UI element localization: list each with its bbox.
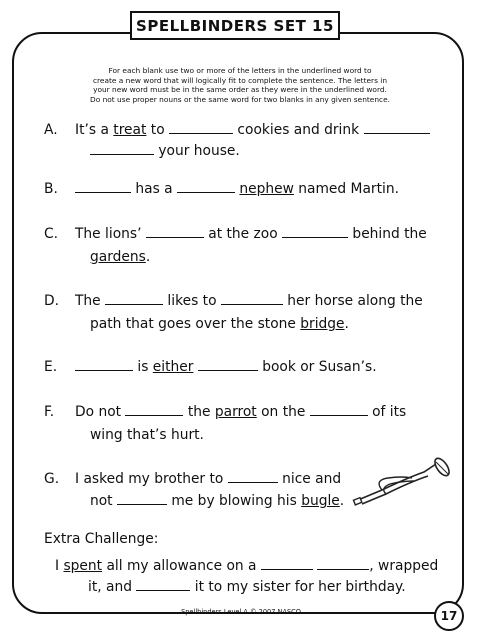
answer-blank[interactable] — [169, 119, 233, 134]
underlined-word: treat — [113, 122, 147, 138]
underlined-word: bugle — [301, 493, 340, 509]
question-letter: F. — [44, 404, 55, 420]
question-line — [75, 222, 427, 247]
answer-blank[interactable] — [317, 555, 369, 570]
answer-blank[interactable] — [228, 468, 278, 483]
question-text: it, and — [88, 579, 137, 595]
question-text: at the zoo — [203, 226, 283, 242]
question-text: on the — [256, 404, 310, 420]
answer-blank[interactable] — [75, 356, 133, 371]
question-text: . — [344, 316, 349, 332]
question-text: not — [90, 493, 117, 509]
question-line — [75, 177, 399, 202]
question-text: wing that’s hurt. — [90, 427, 204, 443]
answer-blank[interactable] — [125, 401, 183, 416]
question-text: nice and — [277, 471, 342, 487]
question-text: Do not — [75, 404, 126, 420]
question-text: behind the — [348, 226, 427, 242]
question-line — [90, 489, 344, 514]
question-text: path that goes over the stone — [90, 316, 301, 332]
extra-challenge-title: Extra Challenge: — [44, 531, 159, 547]
answer-blank[interactable] — [105, 290, 163, 305]
extra-challenge-line — [55, 555, 438, 574]
answer-blank[interactable] — [221, 290, 283, 305]
question-line — [90, 423, 204, 448]
question-letter: A. — [44, 122, 58, 138]
question-text: likes to — [163, 293, 221, 309]
instruction-line: For each blank use two or more of the letters in the underlined word to — [108, 66, 372, 75]
answer-blank[interactable] — [198, 356, 258, 371]
question-line — [90, 245, 150, 270]
answer-blank[interactable] — [364, 119, 430, 134]
question-letter: G. — [44, 471, 60, 487]
underlined-word: parrot — [214, 404, 257, 420]
underlined-word: either — [152, 359, 194, 375]
question-line — [90, 139, 240, 164]
question-text: , wrapped — [369, 558, 439, 574]
question-letter: D. — [44, 293, 60, 309]
question-text: it to my sister for her birthday. — [190, 579, 406, 595]
question-text: I — [55, 558, 64, 574]
instructions — [55, 66, 425, 104]
question-text: her horse along the — [282, 293, 423, 309]
extra-challenge-line — [88, 576, 406, 595]
underlined-word: nephew — [239, 181, 294, 197]
instruction-line: create a new word that will logically fit to complete the sentence. The letters in — [92, 75, 388, 85]
answer-blank[interactable] — [136, 576, 190, 591]
answer-blank[interactable] — [261, 555, 313, 570]
question-line — [75, 289, 423, 314]
question-text: book or Susan’s. — [257, 359, 377, 375]
answer-blank[interactable] — [310, 401, 368, 416]
answer-blank[interactable] — [117, 490, 167, 505]
question-text: . — [339, 493, 345, 509]
question-text: The — [75, 293, 106, 309]
bugle-icon — [352, 452, 452, 512]
underlined-word: spent — [63, 558, 103, 574]
answer-blank[interactable] — [282, 223, 348, 238]
answer-blank[interactable] — [146, 223, 204, 238]
question-text: your house. — [154, 143, 240, 159]
question-line — [75, 355, 377, 380]
answer-blank[interactable] — [177, 178, 235, 193]
question-text: The lions’ — [75, 226, 146, 242]
question-text: It’s a — [75, 122, 114, 138]
answer-blank[interactable] — [75, 178, 131, 193]
question-letter: B. — [44, 181, 58, 197]
instruction-line: your new word must be in the same order as they were in the underlined word. — [93, 85, 387, 95]
question-text: I asked my brother to — [75, 471, 228, 487]
question-line — [90, 312, 349, 337]
question-text: all my allowance on a — [102, 558, 261, 574]
question-text: me by blowing his — [166, 493, 302, 509]
question-text: of its — [367, 404, 407, 420]
instruction-line: Do not use proper nouns or the same word for two blanks in any given sentence. — [90, 94, 390, 104]
question-line — [75, 400, 406, 425]
underlined-word: bridge — [300, 316, 345, 332]
page-number: 17 — [434, 601, 464, 631]
question-text: . — [145, 249, 151, 265]
footer-credit: Spellbinders Level A © 2007 NASCO — [181, 608, 301, 616]
question-text: the — [183, 404, 215, 420]
question-text: is — [133, 359, 153, 375]
question-text: to — [146, 122, 170, 138]
question-text: named Martin. — [293, 181, 399, 197]
question-letter: C. — [44, 226, 59, 242]
underlined-word: gardens — [90, 249, 146, 265]
question-text: cookies and drink — [233, 122, 364, 138]
question-text: has a — [131, 181, 177, 197]
page-title: SPELLBINDERS SET 15 — [130, 11, 340, 40]
question-letter: E. — [44, 359, 58, 375]
answer-blank[interactable] — [90, 140, 154, 155]
